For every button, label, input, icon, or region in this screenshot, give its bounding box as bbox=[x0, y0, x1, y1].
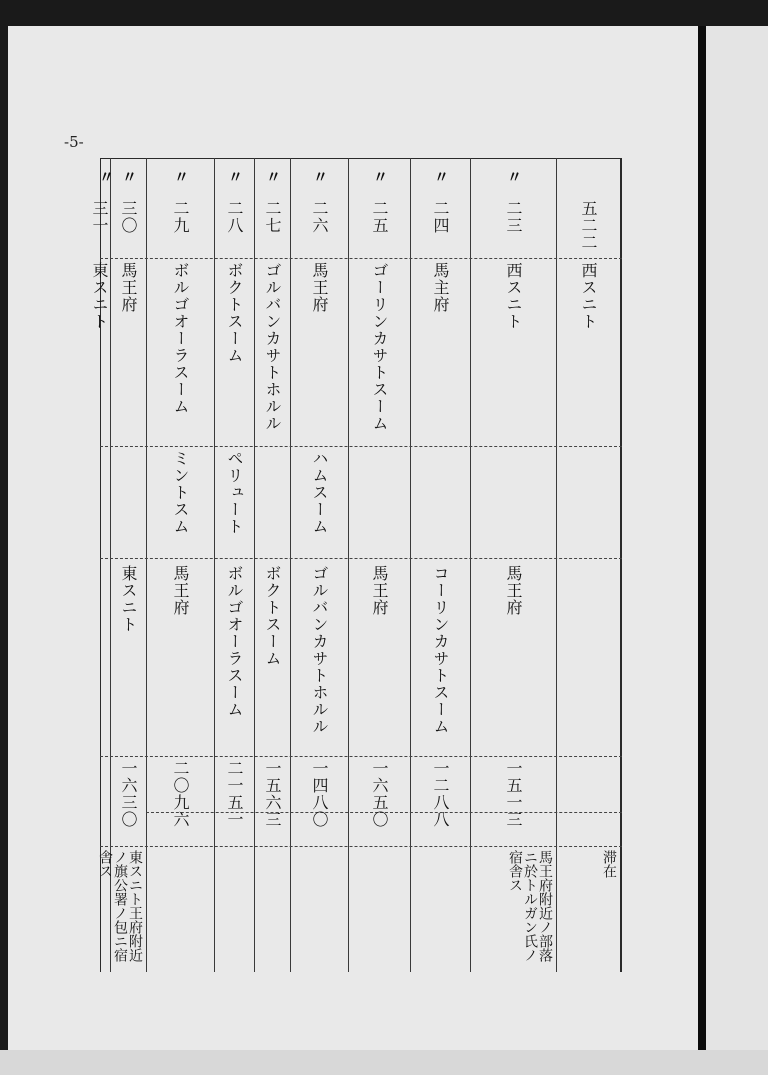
distance-value: 二一五一 bbox=[225, 760, 244, 828]
destination-name: ゴルバンカサトホルル bbox=[310, 565, 329, 735]
destination-name: 馬王府 bbox=[171, 565, 190, 616]
distance-value: 一六五〇 bbox=[370, 760, 389, 828]
column-divider bbox=[254, 158, 255, 972]
place-name: ゴルバンカサトホルル bbox=[263, 262, 282, 432]
row-band-divider bbox=[100, 846, 622, 847]
ditto-mark: 〃 bbox=[266, 168, 282, 186]
column-divider bbox=[214, 158, 215, 972]
ditto-mark: 〃 bbox=[228, 168, 244, 186]
entry-number: 三〇 bbox=[119, 200, 138, 234]
column-divider bbox=[348, 158, 349, 972]
distance-value: 一六三〇 bbox=[119, 760, 138, 828]
ditto-mark: 〃 bbox=[507, 168, 523, 186]
place-name: 馬王府 bbox=[310, 262, 329, 313]
place-name: ボルゴオーラスーム bbox=[171, 262, 190, 415]
distance-value: 一五六三 bbox=[263, 760, 282, 828]
remarks-text: 滞在 bbox=[601, 850, 617, 878]
ditto-mark: 〃 bbox=[122, 168, 138, 186]
page-number: -5- bbox=[64, 133, 84, 151]
facing-page-edge bbox=[706, 26, 768, 1050]
place-name: 東スニト bbox=[90, 262, 109, 330]
entry-number: 二七 bbox=[263, 200, 282, 234]
destination-name: 馬王府 bbox=[370, 565, 389, 616]
destination-name: 東スニト bbox=[119, 565, 138, 633]
distance-value: 一五一三 bbox=[504, 760, 523, 828]
entry-number: 三一 bbox=[90, 200, 109, 234]
destination-name: ボルゴオーラスーム bbox=[225, 565, 244, 718]
entry-number: 二八 bbox=[225, 200, 244, 234]
scan-bottom-edge bbox=[0, 1050, 768, 1075]
distance-value: 一二八八 bbox=[431, 760, 450, 828]
entry-number: 二九 bbox=[171, 200, 190, 234]
place-name: 馬王府 bbox=[119, 262, 138, 313]
distance-value: 二〇九六 bbox=[171, 760, 190, 828]
column-divider bbox=[290, 158, 291, 972]
entry-number: 五二二 bbox=[579, 200, 598, 251]
ditto-mark: 〃 bbox=[313, 168, 329, 186]
column-divider bbox=[410, 158, 411, 972]
distance-value: 一四八〇 bbox=[310, 760, 329, 828]
ditto-mark: 〃 bbox=[174, 168, 190, 186]
table-border-top bbox=[100, 158, 622, 159]
table-border-right bbox=[620, 158, 622, 972]
place-name: 西スニト bbox=[579, 262, 598, 330]
row-band-divider bbox=[100, 258, 622, 259]
row-band-divider bbox=[100, 446, 622, 447]
entry-number: 二六 bbox=[310, 200, 329, 234]
row-band-divider bbox=[100, 756, 622, 757]
book-gutter bbox=[698, 26, 706, 1050]
destination-name: 馬王府 bbox=[504, 565, 523, 616]
place-name: ゴーリンカサトスーム bbox=[370, 262, 389, 432]
column-divider bbox=[470, 158, 471, 972]
row-band-divider bbox=[100, 558, 622, 559]
detail-text: ミントスム bbox=[171, 450, 190, 535]
ditto-mark: 〃 bbox=[434, 168, 450, 186]
ditto-mark: 〃 bbox=[373, 168, 389, 186]
column-divider bbox=[556, 158, 557, 972]
entry-number: 二三 bbox=[504, 200, 523, 234]
place-name: ボクトスーム bbox=[225, 262, 244, 364]
entry-number: 二五 bbox=[370, 200, 389, 234]
place-name: 西スニト bbox=[504, 262, 523, 330]
detail-text: ハムスーム bbox=[310, 450, 329, 535]
remarks-text: 東スニト王府附近ノ旗公署ノ包ニ宿舎ス bbox=[97, 850, 143, 962]
remarks-text: 馬王府附近ノ部落ニ於トルガン氏ノ宿舎ス bbox=[507, 850, 553, 962]
column-divider bbox=[146, 158, 147, 972]
detail-text: ペリュート bbox=[225, 450, 244, 535]
destination-name: コーリンカサトスーム bbox=[431, 565, 450, 735]
destination-name: ボクトスーム bbox=[263, 565, 282, 667]
ditto-mark: 〃 bbox=[99, 168, 115, 186]
entry-number: 二四 bbox=[431, 200, 450, 234]
place-name: 馬主府 bbox=[431, 262, 450, 313]
